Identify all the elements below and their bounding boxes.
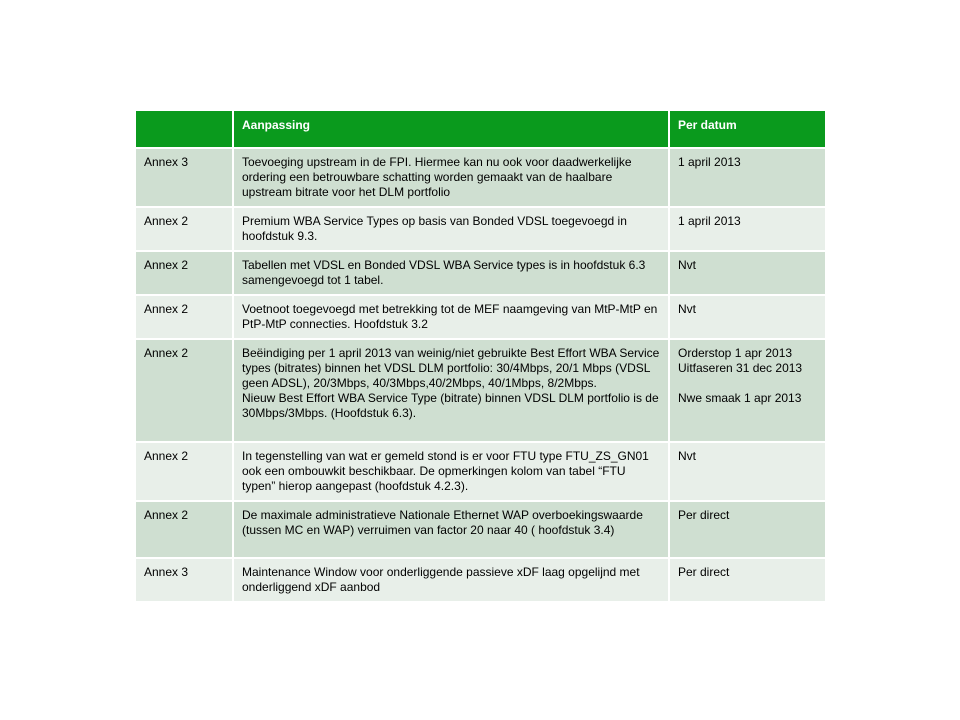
annex-cell: Annex 2 xyxy=(135,339,233,442)
aanpassing-cell: Maintenance Window voor onderliggende passieve xDF laag opgelijnd met onderliggend xDF aanbod xyxy=(233,558,669,602)
aanpassing-cell: De maximale administratieve Nationale Ethernet WAP overboekingswaarde (tussen MC en WAP) verruimen van factor 20 naar 40 ( hoofdstuk 3.4) xyxy=(233,501,669,558)
aanpassing-cell: Beëindiging per 1 april 2013 van weinig/niet gebruikte Best Effort WBA Service types (bitrates) binnen het VDSL DLM portfolio: 30/4Mbps, 20/1 Mbps (VDSL geen ADSL), 20/3Mbps, 40/3Mbps,40/2Mbps, 40/1Mbps, 8/2Mbps. Nieuw Best Effort WBA Service Type (bitrate) binnen VDSL DLM portfolio is de 30Mbps/3Mbps. (Hoofdstuk 6.3). xyxy=(233,339,669,442)
annex-cell: Annex 2 xyxy=(135,295,233,339)
table-row xyxy=(135,501,826,558)
table-row xyxy=(135,148,826,207)
table-row xyxy=(135,295,826,339)
datum-cell: Nvt xyxy=(669,251,826,295)
datum-cell: Nvt xyxy=(669,442,826,501)
header-annex xyxy=(135,110,233,148)
aanpassing-cell: Voetnoot toegevoegd met betrekking tot de MEF naamgeving van MtP-MtP en PtP-MtP connecties. Hoofdstuk 3.2 xyxy=(233,295,669,339)
annex-cell: Annex 2 xyxy=(135,442,233,501)
aanpassing-cell: Premium WBA Service Types op basis van Bonded VDSL toegevoegd in hoofdstuk 9.3. xyxy=(233,207,669,251)
datum-cell: Orderstop 1 apr 2013 Uitfaseren 31 dec 2013 Nwe smaak 1 apr 2013 xyxy=(669,339,826,442)
changes-table xyxy=(134,109,827,603)
datum-cell: 1 april 2013 xyxy=(669,207,826,251)
aanpassing-cell: In tegenstelling van wat er gemeld stond is er voor FTU type FTU_ZS_GN01 ook een ombouwkit beschikbaar. De opmerkingen kolom van tabel “FTU typen” hierop aangepast (hoofdstuk 4.2.3). xyxy=(233,442,669,501)
datum-cell: Per direct xyxy=(669,558,826,602)
table-header-row xyxy=(135,110,826,148)
annex-cell: Annex 2 xyxy=(135,207,233,251)
datum-cell: Per direct xyxy=(669,501,826,558)
table-row xyxy=(135,339,826,442)
annex-cell: Annex 2 xyxy=(135,251,233,295)
annex-cell: Annex 3 xyxy=(135,148,233,207)
annex-cell: Annex 2 xyxy=(135,501,233,558)
header-per-datum: Per datum xyxy=(669,110,826,148)
header-aanpassing: Aanpassing xyxy=(233,110,669,148)
datum-cell: Nvt xyxy=(669,295,826,339)
aanpassing-cell: Toevoeging upstream in de FPI. Hiermee kan nu ook voor daadwerkelijke ordering een betrouwbare schatting worden gemaakt van de haalbare upstream bitrate voor het DLM portfolio xyxy=(233,148,669,207)
table-row xyxy=(135,251,826,295)
datum-cell: 1 april 2013 xyxy=(669,148,826,207)
table-row xyxy=(135,207,826,251)
table-row xyxy=(135,442,826,501)
aanpassing-cell: Tabellen met VDSL en Bonded VDSL WBA Service types is in hoofdstuk 6.3 samengevoegd tot 1 tabel. xyxy=(233,251,669,295)
annex-cell: Annex 3 xyxy=(135,558,233,602)
table-row xyxy=(135,558,826,602)
